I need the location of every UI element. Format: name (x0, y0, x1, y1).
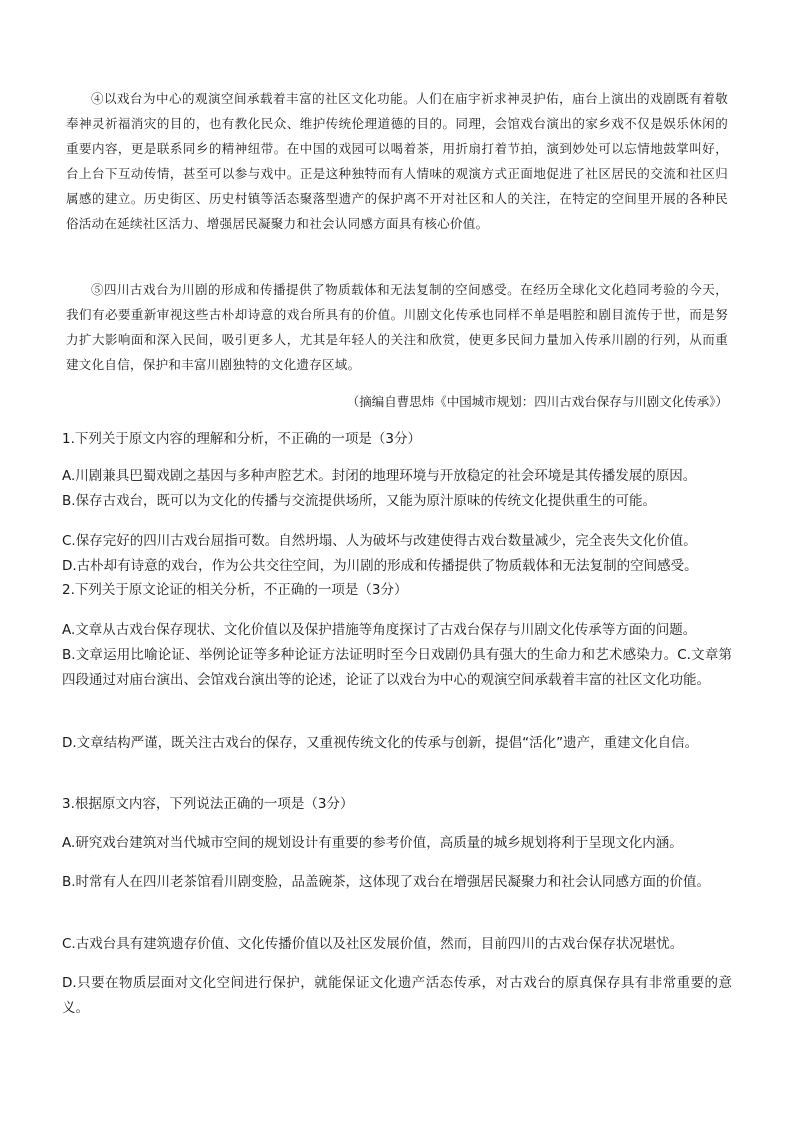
passage-paragraph-4: ④以戏台为中心的观演空间承载着丰富的社区文化功能。人们在庙宇祈求神灵护佑，庙台上演出的戏剧既有着敬奉神灵祈福消灾的目的，也有教化民众、维护传统伦理道德的目的。同理，会馆戏台演出的家乡戏不仅是娱乐休闲的重要内容，更是联系同乡的精神纽带。在中国的戏园可以喝着茶，用折扇打着节拍，演到妙处可以忘情地鼓掌叫好，台上台下互动传情，甚至可以参与戏中。正是这种独特而有人情味的观演方式正面地促进了社区居民的交流和社区归属感的建立。历史街区、历史村镇等活态聚落型遗产的保护离不开对社区和人的关注，在特定的空间里开展的各种民俗活动在延续社区活力、增强居民凝聚力和社会认同感方面具有核心价值。 (66, 91, 728, 231)
question-2-option-d: D.文章结构严谨，既关注古戏台的保存，又重视传统文化的传承与创新，提倡“活化”遗产，重建文化自信。 (62, 735, 699, 751)
passage-paragraph-5: ⑤四川古戏台为川剧的形成和传播提供了物质载体和无法复制的空间感受。在经历全球化文化趋同考验的今天，我们有必要重新审视这些古朴却诗意的戏台所具有的价值。川剧文化传承也同样不单是唱腔和剧目流传于世，而是努力扩大影响面和深入民间，吸引更多人，尤其是年轻人的关注和欣赏，使更多民间力量加入传承川剧的行列，从而重建文化自信，保护和丰富川剧独特的文化遗存区域。 (66, 282, 728, 372)
question-3-option-d: D.只要在物质层面对文化空间进行保护，就能保证文化遗产活态传承，对古戏台的原真保存具有非常重要的意义。 (62, 975, 732, 1016)
question-2-option-a: A.文章从古戏台保存现状、文化价值以及保护措施等角度探讨了古戏台保存与川剧文化传承等方面的问题。 (62, 622, 697, 638)
question-1-stem: 1.下列关于原文内容的理解和分析，不正确的一项是（3分） (62, 431, 421, 447)
question-1-option-d: D.古朴却有诗意的戏台，作为公共交往空间，为川剧的形成和传播提供了物质载体和无法复制的空间感受。 (62, 558, 698, 574)
source-citation: （摘编自曹思炜《中国城市规划：四川古戏台保存与川剧文化传承》） (346, 394, 728, 409)
question-3-stem: 3.根据原文内容，下列说法正确的一项是（3分） (62, 796, 354, 812)
question-1-option-a: A.川剧兼具巴蜀戏剧之基因与多种声腔艺术。封闭的地理环境与开放稳定的社会环境是其传播发展的原因。 (62, 468, 697, 484)
question-1-option-b: B.保存古戏台，既可以为文化的传播与交流提供场所，又能为原汁原味的传统文化提供重生的可能。 (62, 493, 657, 509)
question-3-option-a: A.研究戏台建筑对当代城市空间的规划设计有重要的参考价值，高质量的城乡规划将利于呈现文化内涵。 (62, 835, 683, 851)
question-1-option-c: C.保存完好的四川古戏台屈指可数。自然坍塌、人为破坏与改建使得古戏台数量减少，完全丧失文化价值。 (62, 533, 697, 549)
question-3-option-c: C.古戏台具有建筑遗存价值、文化传播价值以及社区发展价值，然而，目前四川的古戏台保存状况堪忧。 (62, 936, 684, 952)
question-2-option-b-c: B.文章运用比喻论证、举例论证等多种论证方法证明时至今日戏剧仍具有强大的生命力和艺术感染力。C.文章第四段通过对庙台演出、会馆戏台演出等的论述，论证了以戏台为中心的观演空间承载着丰富的社区文化功能。 (62, 647, 732, 688)
question-2-stem: 2.下列关于原文论证的相关分析，不正确的一项是（3分） (62, 582, 408, 598)
question-3-option-b: B.时常有人在四川老茶馆看川剧变脸，品盖碗茶，这体现了戏台在增强居民凝聚力和社会认同感方面的价值。 (62, 874, 711, 890)
